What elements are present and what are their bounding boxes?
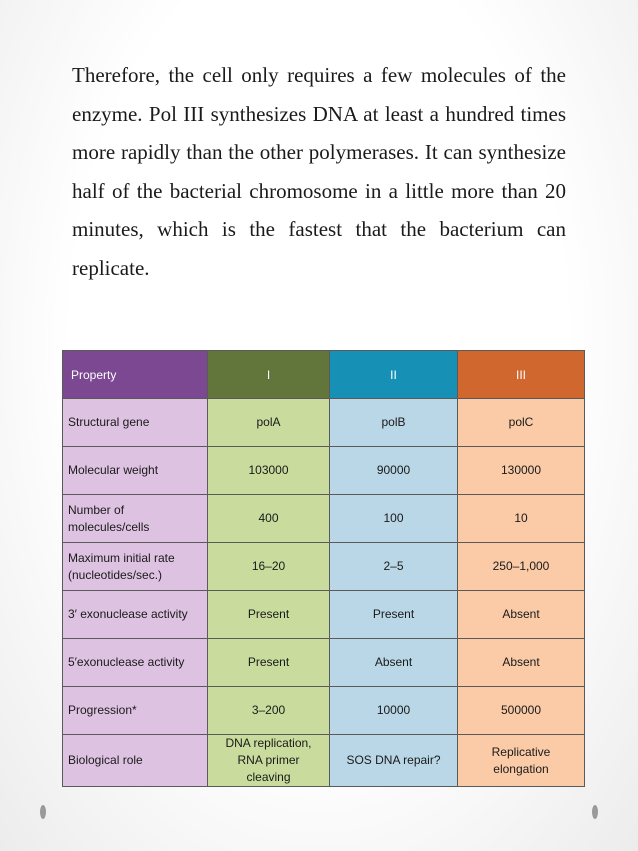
cell-pol-iii: Replicative elongation [458, 735, 585, 787]
cell-pol-iii: polC [458, 399, 585, 447]
cell-pol-i: Present [208, 639, 330, 687]
slide-decoration-dot-right [592, 805, 598, 819]
table-header-row [63, 351, 585, 399]
cell-pol-iii: 500000 [458, 687, 585, 735]
header-pol-ii: II [330, 351, 458, 399]
slide-decoration-dot-left [40, 805, 46, 819]
cell-pol-ii: SOS DNA repair? [330, 735, 458, 787]
table-row [63, 639, 585, 687]
table-row [63, 447, 585, 495]
cell-pol-iii: 130000 [458, 447, 585, 495]
cell-pol-i: 400 [208, 495, 330, 543]
table-row [63, 735, 585, 787]
polymerase-table-container [62, 350, 584, 787]
cell-pol-iii: Absent [458, 639, 585, 687]
table-row [63, 495, 585, 543]
cell-pol-ii: polB [330, 399, 458, 447]
body-paragraph: Therefore, the cell only requires a few molecules of the enzyme. Pol III synthesizes DNA at least a hundred times more rapidly than the other polymerases. It can synthesize half of the bacterial chromosome in a little more than 20 minutes, which is the fastest that the bacterium can replicate. [72, 63, 566, 280]
row-property-label: Maximum initial rate (nucleotides/sec.) [63, 543, 208, 591]
header-property: Property [63, 351, 208, 399]
cell-pol-i: Present [208, 591, 330, 639]
cell-pol-iii: 250–1,000 [458, 543, 585, 591]
cell-pol-ii: 100 [330, 495, 458, 543]
row-property-label: 3′ exonuclease activity [63, 591, 208, 639]
row-property-label: Molecular weight [63, 447, 208, 495]
table-row [63, 399, 585, 447]
cell-pol-ii: 90000 [330, 447, 458, 495]
polymerase-comparison-table [62, 350, 585, 787]
cell-pol-ii: Absent [330, 639, 458, 687]
row-property-label: Biological role [63, 735, 208, 787]
header-pol-iii: III [458, 351, 585, 399]
cell-pol-ii: 2–5 [330, 543, 458, 591]
cell-pol-ii: Present [330, 591, 458, 639]
cell-pol-iii: Absent [458, 591, 585, 639]
row-property-label: Progression* [63, 687, 208, 735]
table-row [63, 543, 585, 591]
cell-pol-ii: 10000 [330, 687, 458, 735]
row-property-label: Number of molecules/cells [63, 495, 208, 543]
cell-pol-i: DNA replication, RNA primer cleaving [208, 735, 330, 787]
table-row [63, 591, 585, 639]
table-row [63, 687, 585, 735]
row-property-label: Structural gene [63, 399, 208, 447]
cell-pol-i: 16–20 [208, 543, 330, 591]
header-pol-i: I [208, 351, 330, 399]
cell-pol-i: polA [208, 399, 330, 447]
cell-pol-iii: 10 [458, 495, 585, 543]
row-property-label: 5′exonuclease activity [63, 639, 208, 687]
cell-pol-i: 103000 [208, 447, 330, 495]
cell-pol-i: 3–200 [208, 687, 330, 735]
